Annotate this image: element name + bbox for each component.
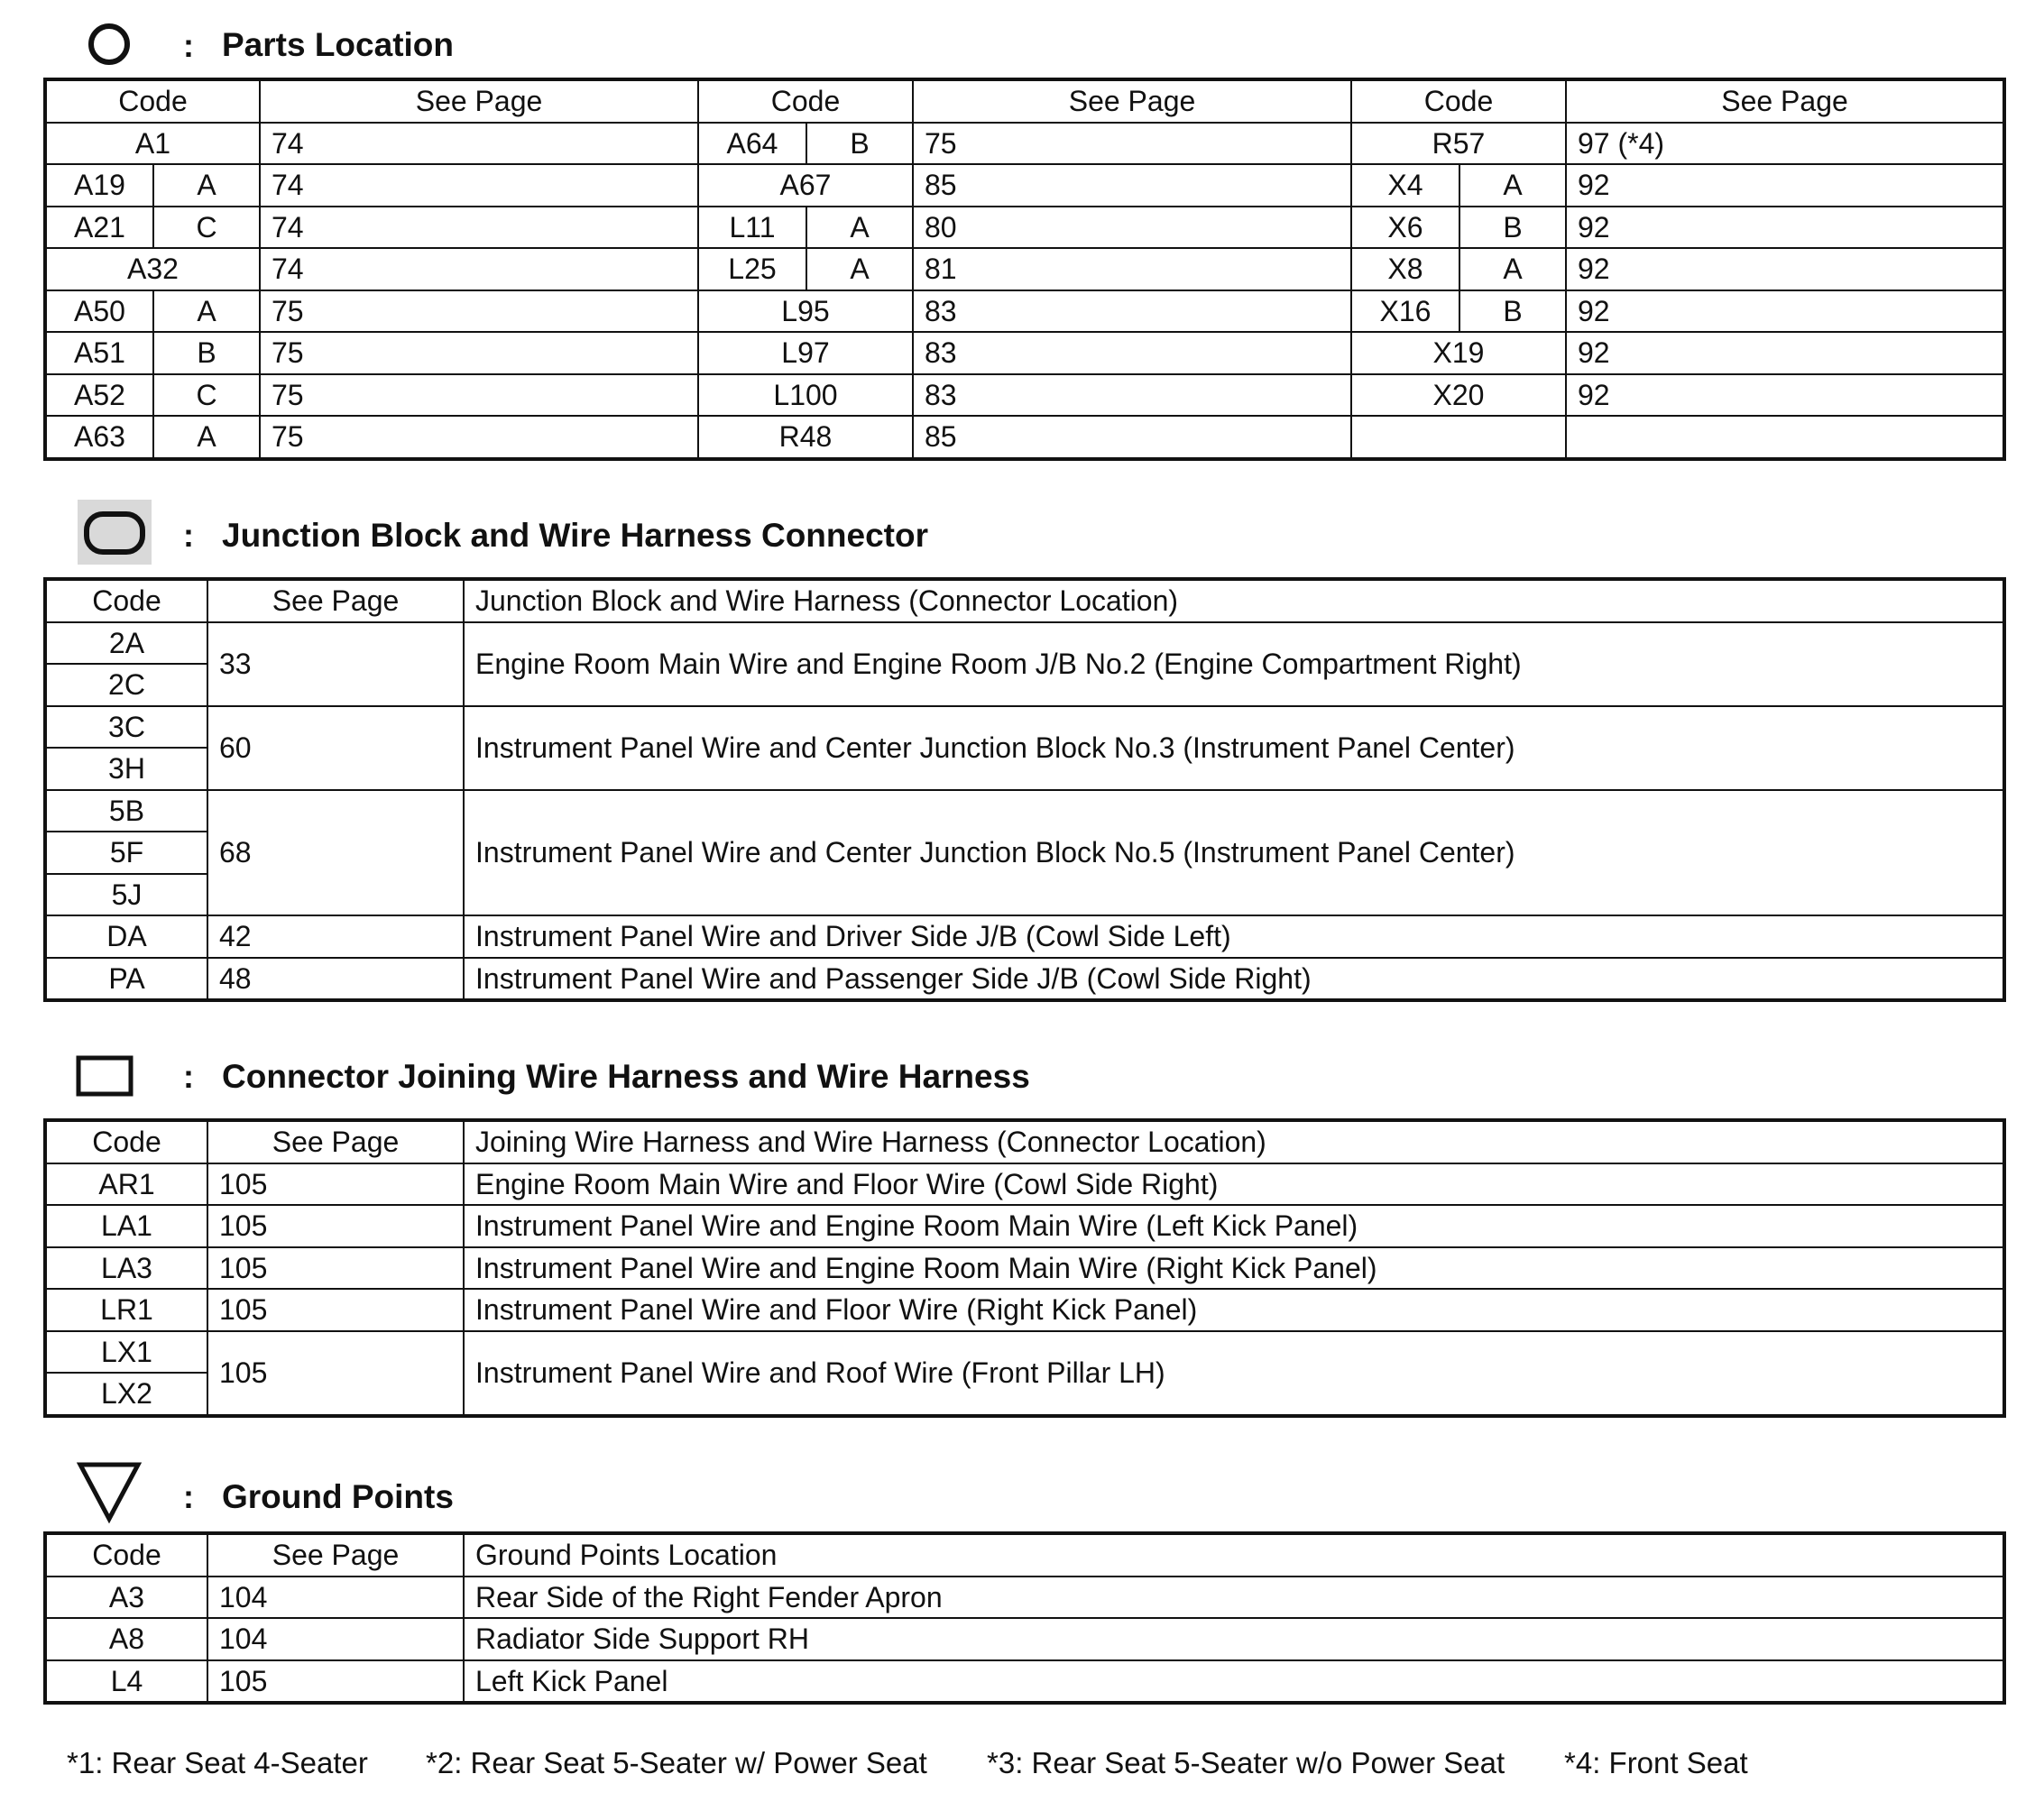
see-page-value: 83 [913, 290, 1351, 333]
part-sub-code: B [1459, 290, 1566, 333]
see-page-value: 105 [207, 1331, 464, 1416]
connector-joining-title: Connector Joining Wire Harness and Wire Harness [222, 1058, 1030, 1095]
part-sub-code: A [1459, 164, 1566, 207]
see-page-value: 92 [1566, 164, 2004, 207]
column-header-code: Code [1351, 79, 1566, 123]
location-description: Engine Room Main Wire and Floor Wire (Cowl Side Right) [464, 1163, 2004, 1206]
see-page-value: 92 [1566, 374, 2004, 417]
table-row [45, 1205, 2004, 1247]
location-description: Engine Room Main Wire and Engine Room J/B No.2 (Engine Compartment Right) [464, 622, 2004, 706]
junction-block-title: Junction Block and Wire Harness Connector [222, 517, 928, 554]
part-code: R48 [698, 416, 913, 459]
see-page-value: 33 [207, 622, 464, 706]
see-page-value: 92 [1566, 207, 2004, 249]
column-header-location: Ground Points Location [464, 1533, 2004, 1577]
part-code: A32 [45, 248, 260, 290]
footnote-2: *2: Rear Seat 5-Seater w/ Power Seat [426, 1746, 927, 1779]
rounded-rectangle-icon [83, 510, 146, 556]
part-code: X19 [1351, 332, 1566, 374]
see-page-value: 83 [913, 374, 1351, 417]
connector-code: A3 [45, 1577, 207, 1619]
see-page-value: 92 [1566, 290, 2004, 333]
part-code: A52 [45, 374, 153, 417]
table-row [45, 1331, 2004, 1374]
table-row [45, 1618, 2004, 1660]
part-code: X4 [1351, 164, 1459, 207]
see-page-value: 105 [207, 1247, 464, 1290]
column-header-code: Code [698, 79, 913, 123]
see-page-value: 97 (*4) [1566, 123, 2004, 165]
table-header-row [45, 579, 2004, 622]
part-sub-code: B [1459, 207, 1566, 249]
location-description: Left Kick Panel [464, 1660, 2004, 1704]
connector-joining-colon: : [183, 1058, 194, 1095]
connector-joining-heading [0, 1035, 2044, 1117]
table-row [45, 248, 2004, 290]
location-description: Instrument Panel Wire and Center Junction Block No.5 (Instrument Panel Center) [464, 790, 2004, 916]
part-sub-code: A [806, 248, 913, 290]
parts-location-heading [0, 0, 2044, 81]
triangle-down-icon [76, 1459, 143, 1524]
connector-code: PA [45, 958, 207, 1001]
see-page-value: 92 [1566, 248, 2004, 290]
part-code: A63 [45, 416, 153, 459]
column-header-see-page: See Page [1566, 79, 2004, 123]
column-header-code: Code [45, 1533, 207, 1577]
table-row [45, 207, 2004, 249]
column-header-code: Code [45, 79, 260, 123]
see-page-value: 104 [207, 1577, 464, 1619]
see-page-value: 74 [260, 248, 698, 290]
see-page-value: 105 [207, 1660, 464, 1704]
table-header-row [45, 79, 2004, 123]
see-page-value: 42 [207, 915, 464, 958]
column-header-location: Joining Wire Harness and Wire Harness (Connector Location) [464, 1120, 2004, 1163]
see-page-value: 75 [260, 332, 698, 374]
see-page-value: 92 [1566, 332, 2004, 374]
part-code: X16 [1351, 290, 1459, 333]
location-description: Instrument Panel Wire and Roof Wire (Front Pillar LH) [464, 1331, 2004, 1416]
column-header-code: Code [45, 579, 207, 622]
footnote-4: *4: Front Seat [1564, 1746, 1748, 1779]
connector-code: LA3 [45, 1247, 207, 1290]
see-page-value: 74 [260, 207, 698, 249]
circle-icon [87, 22, 132, 67]
see-page-value: 75 [260, 374, 698, 417]
table-row [45, 1660, 2004, 1704]
connector-code: DA [45, 915, 207, 958]
connector-code: 5B [45, 790, 207, 832]
column-header-see-page: See Page [207, 1120, 464, 1163]
connector-code: LX2 [45, 1373, 207, 1416]
see-page-value: 80 [913, 207, 1351, 249]
table-row [45, 1247, 2004, 1290]
footnote-1: *1: Rear Seat 4-Seater [67, 1746, 368, 1779]
junction-block-colon: : [183, 517, 194, 554]
connector-code: 5J [45, 874, 207, 916]
ground-points-heading [0, 1448, 2044, 1530]
location-description: Radiator Side Support RH [464, 1618, 2004, 1660]
see-page-value: 48 [207, 958, 464, 1001]
see-page-value: 85 [913, 416, 1351, 459]
see-page-value: 75 [913, 123, 1351, 165]
connector-code: LR1 [45, 1289, 207, 1331]
table-header-row [45, 1120, 2004, 1163]
connector-code: A8 [45, 1618, 207, 1660]
parts-location-title: Parts Location [222, 26, 454, 63]
part-code: X8 [1351, 248, 1459, 290]
part-code: X20 [1351, 374, 1566, 417]
see-page-value: 75 [260, 416, 698, 459]
part-sub-code: B [153, 332, 260, 374]
table-row [45, 706, 2004, 749]
location-description: Instrument Panel Wire and Driver Side J/B (Cowl Side Left) [464, 915, 2004, 958]
see-page-value: 104 [207, 1618, 464, 1660]
see-page-value: 81 [913, 248, 1351, 290]
part-sub-code: C [153, 374, 260, 417]
table-row [45, 1289, 2004, 1331]
part-code: A19 [45, 164, 153, 207]
junction-block-heading [0, 494, 2044, 575]
part-sub-code: A [153, 416, 260, 459]
see-page-value: 85 [913, 164, 1351, 207]
connector-code: 2A [45, 622, 207, 665]
part-code: L25 [698, 248, 806, 290]
location-description: Instrument Panel Wire and Engine Room Main Wire (Left Kick Panel) [464, 1205, 2004, 1247]
part-code: L95 [698, 290, 913, 333]
table-row [45, 290, 2004, 333]
see-page-value [1566, 416, 2004, 459]
part-sub-code: A [1459, 248, 1566, 290]
ground-points-colon: : [183, 1478, 194, 1515]
table-row [45, 915, 2004, 958]
column-header-see-page: See Page [207, 579, 464, 622]
see-page-value: 105 [207, 1163, 464, 1206]
part-code: A1 [45, 123, 260, 165]
location-description: Instrument Panel Wire and Center Junction Block No.3 (Instrument Panel Center) [464, 706, 2004, 790]
column-header-location: Junction Block and Wire Harness (Connector Location) [464, 579, 2004, 622]
part-code: L97 [698, 332, 913, 374]
location-description: Instrument Panel Wire and Passenger Side J/B (Cowl Side Right) [464, 958, 2004, 1001]
junction-block-table [43, 577, 2006, 1002]
part-code: L11 [698, 207, 806, 249]
table-row [45, 790, 2004, 832]
table-row [45, 1577, 2004, 1619]
location-description: Instrument Panel Wire and Engine Room Main Wire (Right Kick Panel) [464, 1247, 2004, 1290]
column-header-see-page: See Page [207, 1533, 464, 1577]
rectangle-icon [76, 1055, 134, 1097]
location-description: Rear Side of the Right Fender Apron [464, 1577, 2004, 1619]
column-header-code: Code [45, 1120, 207, 1163]
table-header-row [45, 1533, 2004, 1577]
part-sub-code: C [153, 207, 260, 249]
part-code: X6 [1351, 207, 1459, 249]
footnote-3: *3: Rear Seat 5-Seater w/o Power Seat [987, 1746, 1505, 1779]
connector-code: LA1 [45, 1205, 207, 1247]
part-sub-code: A [806, 207, 913, 249]
table-row [45, 416, 2004, 459]
connector-code: L4 [45, 1660, 207, 1704]
part-sub-code: A [153, 164, 260, 207]
ground-points-title: Ground Points [222, 1478, 454, 1515]
ground-points-table [43, 1531, 2006, 1705]
table-row [45, 332, 2004, 374]
parts-location-colon: : [183, 27, 194, 64]
see-page-value: 83 [913, 332, 1351, 374]
connector-code: 3H [45, 748, 207, 790]
see-page-value: 68 [207, 790, 464, 916]
location-description: Instrument Panel Wire and Floor Wire (Right Kick Panel) [464, 1289, 2004, 1331]
see-page-value: 75 [260, 290, 698, 333]
table-row [45, 1163, 2004, 1206]
connector-code: 5F [45, 832, 207, 874]
connector-code: 2C [45, 664, 207, 706]
see-page-value: 105 [207, 1289, 464, 1331]
connector-joining-table [43, 1118, 2006, 1418]
parts-location-table [43, 78, 2006, 461]
see-page-value: 105 [207, 1205, 464, 1247]
column-header-see-page: See Page [913, 79, 1351, 123]
part-code: L100 [698, 374, 913, 417]
table-row [45, 622, 2004, 665]
table-row [45, 123, 2004, 165]
see-page-value: 60 [207, 706, 464, 790]
part-code: A51 [45, 332, 153, 374]
part-code: A50 [45, 290, 153, 333]
column-header-see-page: See Page [260, 79, 698, 123]
part-code [1351, 416, 1566, 459]
part-sub-code: B [806, 123, 913, 165]
connector-code: LX1 [45, 1331, 207, 1374]
part-code: A64 [698, 123, 806, 165]
see-page-value: 74 [260, 123, 698, 165]
connector-code: 3C [45, 706, 207, 749]
part-code: A21 [45, 207, 153, 249]
see-page-value: 74 [260, 164, 698, 207]
table-row [45, 164, 2004, 207]
table-row [45, 958, 2004, 1001]
table-row [45, 374, 2004, 417]
part-sub-code: A [153, 290, 260, 333]
part-code: A67 [698, 164, 913, 207]
connector-code: AR1 [45, 1163, 207, 1206]
part-code: R57 [1351, 123, 1566, 165]
